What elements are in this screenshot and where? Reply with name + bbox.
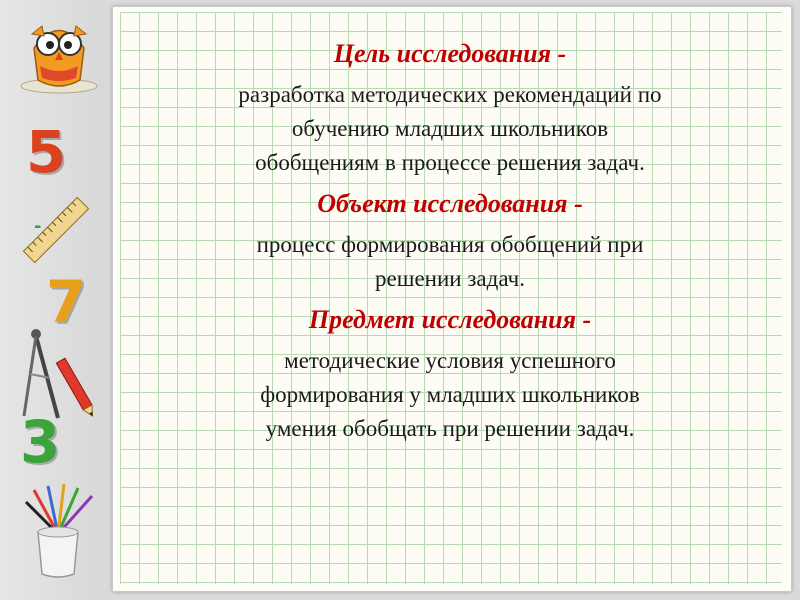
- goal-heading: Цель исследования -: [333, 39, 567, 68]
- owl-icon: [14, 8, 104, 98]
- subject-heading: Предмет исследования -: [308, 305, 592, 334]
- object-heading: Объект исследования -: [317, 189, 583, 218]
- number-three-icon: 3: [20, 408, 61, 476]
- subject-text: методические условия успешного формирования у младших школьников умения обобщать при решении задач.: [260, 348, 640, 441]
- number-seven-icon: 7: [46, 268, 87, 336]
- svg-text:-: -: [34, 216, 42, 237]
- number-five-icon: 5: [26, 118, 67, 186]
- ruler-icon: [14, 188, 98, 272]
- goal-text: разработка методических рекомендаций по обучению младших школьников обобщениям в процессе решения задач.: [238, 82, 662, 175]
- pencil-cup-icon: [14, 482, 104, 582]
- object-text: процесс формирования обобщений при решении задач.: [256, 232, 644, 291]
- slide-content: [130, 36, 770, 452]
